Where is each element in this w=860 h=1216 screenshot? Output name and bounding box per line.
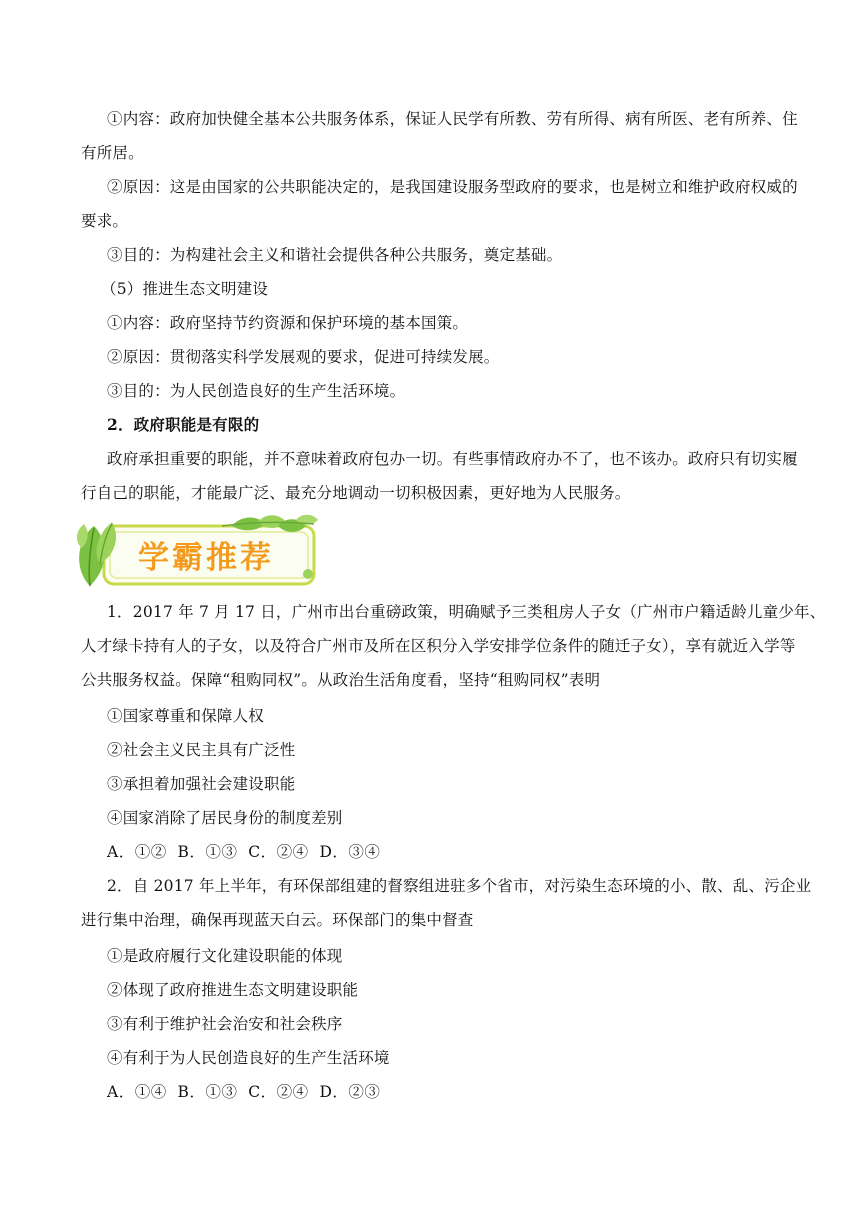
paragraph-line: ②原因：贯彻落实科学发展观的要求，促进可持续发展。 <box>107 348 500 366</box>
option-item: ④有利于为人民创造良好的生产生活环境 <box>107 1049 390 1067</box>
paragraph-line: 有所居。 <box>81 144 144 162</box>
paragraph-line: 行自己的职能，才能最广泛、最充分地调动一切积极因素，更好地为人民服务。 <box>81 484 631 502</box>
paragraph-line: 要求。 <box>81 212 129 230</box>
option-item: ④国家消除了居民身份的制度差别 <box>107 809 343 827</box>
question-line: 人才绿卡持有人的子女，以及符合广州市及所在区积分入学安排学位条件的随迁子女），享有就近入学等 <box>81 637 796 655</box>
section-heading: 2．政府职能是有限的 <box>107 415 260 434</box>
paragraph-line: ①内容：政府加快健全基本公共服务体系，保证人民学有所教、劳有所得、病有所医、老有所养、住 <box>107 110 798 128</box>
answer-choices: A．①④ B．①③ C．②④ D．②③ <box>107 1083 381 1101</box>
recommendation-banner <box>72 512 320 590</box>
paragraph-line: ②原因：这是由国家的公共职能决定的，是我国建设服务型政府的要求，也是树立和维护政府权威的 <box>107 178 798 196</box>
option-item: ①国家尊重和保障人权 <box>107 707 265 725</box>
banner-title: 学霸推荐 <box>138 540 274 576</box>
question-line: 1．2017 年 7 月 17 日，广州市出台重磅政策，明确赋予三类租房人子女（广州市户籍适龄儿童少年、 <box>107 603 826 621</box>
question-line: 公共服务权益。保障“租购同权”。从政治生活角度看，坚持“租购同权”表明 <box>81 671 601 689</box>
paragraph-line: ①内容：政府坚持节约资源和保护环境的基本国策。 <box>107 314 469 332</box>
option-item: ③承担着加强社会建设职能 <box>107 775 296 793</box>
leaf-dot <box>303 569 313 579</box>
paragraph-line: ③目的：为构建社会主义和谐社会提供各种公共服务，奠定基础。 <box>107 246 563 264</box>
subheading: （5）推进生态文明建设 <box>101 280 269 298</box>
question-line: 2．自 2017 年上半年，有环保部组建的督察组进驻多个省市，对污染生态环境的小、散、乱、污企业 <box>107 877 812 895</box>
answer-choices: A．①② B．①③ C．②④ D．③④ <box>107 843 381 861</box>
option-item: ①是政府履行文化建设职能的体现 <box>107 947 343 965</box>
paragraph-line: ③目的：为人民创造良好的生产生活环境。 <box>107 382 406 400</box>
question-line: 进行集中治理，确保再现蓝天白云。环保部门的集中督查 <box>81 911 474 929</box>
option-item: ②体现了政府推进生态文明建设职能 <box>107 981 359 999</box>
paragraph-line: 政府承担重要的职能，并不意味着政府包办一切。有些事情政府办不了，也不该办。政府只有切实履 <box>107 450 798 468</box>
option-item: ③有利于维护社会治安和社会秩序 <box>107 1015 343 1033</box>
option-item: ②社会主义民主具有广泛性 <box>107 741 296 759</box>
